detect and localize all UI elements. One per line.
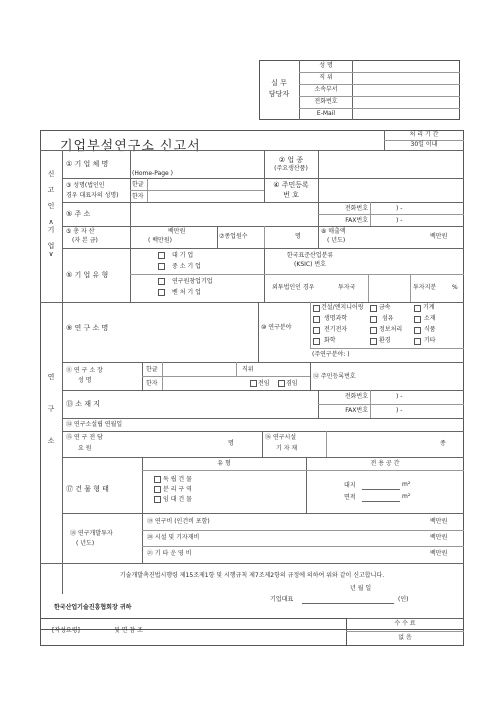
regno-label-1: ④ 주민등록	[273, 181, 309, 189]
field-it-label: 정보처리	[379, 326, 403, 333]
field-material-label: 소재	[424, 315, 436, 322]
head-korean-label: 한글	[146, 366, 158, 373]
section-company-label: 신 고 인 ∧ 기 업 ∨	[47, 170, 55, 258]
field-machine-label: 기계	[423, 304, 435, 311]
field-food-label: 식품	[424, 326, 436, 333]
field-material-checkbox[interactable]	[414, 316, 421, 323]
founded-label: ⑭ 연구소설립 연월일	[66, 421, 123, 428]
field-construction-label: 건설/엔지니어링	[321, 304, 364, 311]
field-chem-checkbox[interactable]	[313, 338, 320, 345]
guide-box	[40, 618, 346, 646]
assets-label-1: ⑤ 총 자 산	[66, 228, 95, 235]
field-env-checkbox[interactable]	[370, 338, 377, 345]
staff-unit: 명	[228, 440, 234, 447]
type-venture-checkbox[interactable]	[158, 289, 165, 296]
assets-unit-1: 백만원	[168, 228, 186, 235]
head-hanja-label: 한자	[146, 380, 158, 387]
invest-ratio-label: 투자지분	[413, 284, 437, 291]
parttime-label: 겸임	[286, 380, 298, 387]
officer-row-name: 성 명	[319, 62, 333, 69]
field-label: ⑩ 연구분야	[261, 324, 292, 331]
declaration-statement: 기술개발촉진법시행령 제15조제1항 및 시행규칙 제7조제2항의 규정에 의하여 위와 같이 신고합니다.	[119, 572, 385, 579]
invest-equipment-label: ⑳ 시설 및 기자재비	[147, 534, 200, 541]
sales-label-1: ⑧ 매출액	[321, 228, 346, 235]
lab-tel-label: 전화번호	[344, 393, 368, 400]
company-fax-label: FAX번호	[345, 217, 368, 224]
investor-country-label: 투자국	[338, 284, 356, 291]
invest-research-label: ⑲ 연구비 (인건비 포함)	[147, 518, 210, 525]
field-machine-checkbox[interactable]	[414, 305, 421, 312]
type-large-checkbox[interactable]	[158, 252, 165, 259]
area-floor-label: 면적	[344, 494, 356, 501]
field-it-checkbox[interactable]	[370, 327, 377, 334]
building-independent-checkbox[interactable]	[154, 476, 161, 483]
field-chem-label: 화학	[324, 337, 336, 344]
type-venture-label: 벤 처 기 업	[172, 289, 201, 296]
lab-name-label: ⑨ 연 구 소 명	[66, 324, 109, 332]
regno-label-2: 번 호	[283, 191, 299, 199]
officer-row-position: 직 위	[319, 74, 333, 81]
field-electronics-label: 전기전자	[324, 326, 348, 333]
field-bio-checkbox[interactable]	[313, 316, 320, 323]
field-metal-label: 금속	[379, 304, 391, 311]
equip-unit: 종	[440, 440, 446, 447]
invest-other-unit: 백만원	[430, 550, 448, 557]
staff-label-1: ⑮ 연 구 전 담	[66, 434, 103, 441]
area-land-label: 대지	[344, 482, 356, 489]
company-homepage[interactable]: (Home-Page )	[132, 170, 173, 177]
building-type-label: ⑰ 건 물 형 태	[66, 485, 109, 493]
address-label: ⑤ 주 소	[66, 210, 91, 218]
seal-mark: (인)	[398, 596, 409, 603]
area-floor-unit: m²	[402, 493, 411, 500]
assets-unit-2: ( 백만원)	[148, 237, 172, 244]
field-electronics-checkbox[interactable]	[313, 327, 320, 334]
declaration-date[interactable]: 년 월 일	[350, 585, 372, 592]
company-tel-value[interactable]: ) -	[396, 205, 403, 212]
section-lab-label: 연 구 소	[47, 373, 55, 445]
form-title: 기업부설연구소 신고서	[60, 139, 201, 154]
guide-label: [작성요령]	[52, 627, 80, 634]
processing-label: 처 리 기 간	[409, 131, 439, 138]
biz-label: ② 업 종	[278, 156, 304, 164]
type-sme-label: 중 소 기 업	[172, 263, 201, 270]
type-large-label: 대 기 업	[172, 252, 194, 259]
field-bio-label: 생명과학	[324, 315, 348, 322]
field-env-label: 환경	[379, 337, 391, 344]
rep-label-2: 경우 대표자의 성명)	[66, 192, 119, 199]
signer-label: 기업대표	[270, 596, 294, 603]
employees-unit: 명	[295, 233, 301, 240]
lab-fax-value[interactable]: ) -	[396, 407, 403, 414]
rep-hanja-label: 한자	[132, 193, 144, 200]
sales-unit: 백만원	[430, 233, 448, 240]
head-regno-label: ⑫ 주민등록번호	[313, 373, 356, 380]
field-metal-checkbox[interactable]	[370, 305, 377, 312]
fee-label: 수 수 료	[394, 620, 416, 627]
ksic-label-1: 한국표준산업분류	[286, 252, 334, 259]
invest-label-2: ( 년도)	[76, 540, 95, 547]
area-land-unit: m²	[402, 481, 411, 488]
fee-value: 없 음	[398, 634, 412, 641]
foreign-label: 외투법인인 경우	[272, 284, 315, 291]
company-type-label: ⑤ 기 업 유 형	[66, 271, 109, 279]
invest-research-unit: 백만원	[430, 518, 448, 525]
processing-value: 30일 이내	[410, 141, 438, 148]
building-independent-label: 독 립 건 물	[163, 476, 192, 483]
invest-other-label: ㉑ 기 타 운 영 비	[147, 550, 192, 557]
field-fiber-checkbox[interactable]	[370, 316, 377, 323]
ksic-label-2: (KSIC) 번호	[294, 261, 326, 268]
field-fiber-label: 섬유	[382, 315, 394, 322]
type-startup-checkbox[interactable]	[158, 278, 165, 285]
type-sme-checkbox[interactable]	[158, 263, 165, 270]
officer-row-dept: 소속부서	[314, 86, 338, 93]
field-construction-checkbox[interactable]	[313, 305, 320, 312]
type-startup-label: 연구원창업기업	[172, 278, 213, 285]
guide-value: 뒷 면 참 조	[114, 627, 143, 634]
rep-label-1: ③ 성명(법인인	[66, 182, 105, 189]
building-leased-checkbox[interactable]	[154, 496, 161, 503]
lab-head-label-2: 성 명	[78, 377, 92, 384]
invest-label-1: ⑱ 연구개발투자	[70, 530, 113, 537]
officer-row-email: E-Mail	[316, 110, 336, 117]
invest-equipment-unit: 백만원	[430, 534, 448, 541]
company-tel-label: 전화번호	[344, 205, 368, 212]
lab-tel-value[interactable]: ) -	[396, 393, 403, 400]
field-other-checkbox[interactable]	[414, 338, 421, 345]
company-name-label: ① 기 업 체 명	[66, 160, 109, 168]
building-separated-checkbox[interactable]	[154, 486, 161, 493]
fulltime-checkbox[interactable]	[250, 380, 257, 387]
location-label: ⑬ 소 재 지	[66, 400, 100, 408]
officer-label: 실 무 담당자	[268, 79, 290, 98]
equip-label-2: 기 자 재	[276, 445, 298, 452]
company-fax-value[interactable]: ) -	[396, 217, 403, 224]
staff-label-2: 요 원	[78, 445, 92, 452]
main-field[interactable]: (주연구분야: )	[312, 351, 350, 358]
space-header: 전 용 공 간	[370, 460, 400, 467]
recipient: 한국산업기술진흥협회장 귀하	[54, 604, 132, 611]
equip-label-1: ⑯ 연구시설	[265, 434, 297, 441]
percent-sign: %	[452, 284, 458, 291]
biz-sub: (주요생산품)	[274, 165, 308, 172]
assets-label-2: (자 본 금)	[72, 237, 98, 244]
head-position-label: 직위	[242, 366, 254, 373]
lab-fax-label: FAX번호	[345, 407, 368, 414]
sales-label-2: ( 년도)	[327, 237, 346, 244]
parttime-checkbox[interactable]	[278, 380, 285, 387]
officer-row-tel: 전화번호	[314, 98, 338, 105]
field-other-label: 기타	[424, 337, 436, 344]
rep-korean-label: 한글	[132, 181, 144, 188]
building-leased-label: 임 대 건 물	[163, 496, 192, 503]
building-type-header: 유 형	[217, 460, 231, 467]
field-food-checkbox[interactable]	[414, 327, 421, 334]
building-separated-label: 분 리 구 역	[163, 486, 192, 493]
fulltime-label: 전임	[258, 380, 270, 387]
lab-head-label-1: ⑪ 연 구 소 장	[66, 367, 103, 374]
employees-label: ⑦종업원수	[219, 233, 248, 240]
